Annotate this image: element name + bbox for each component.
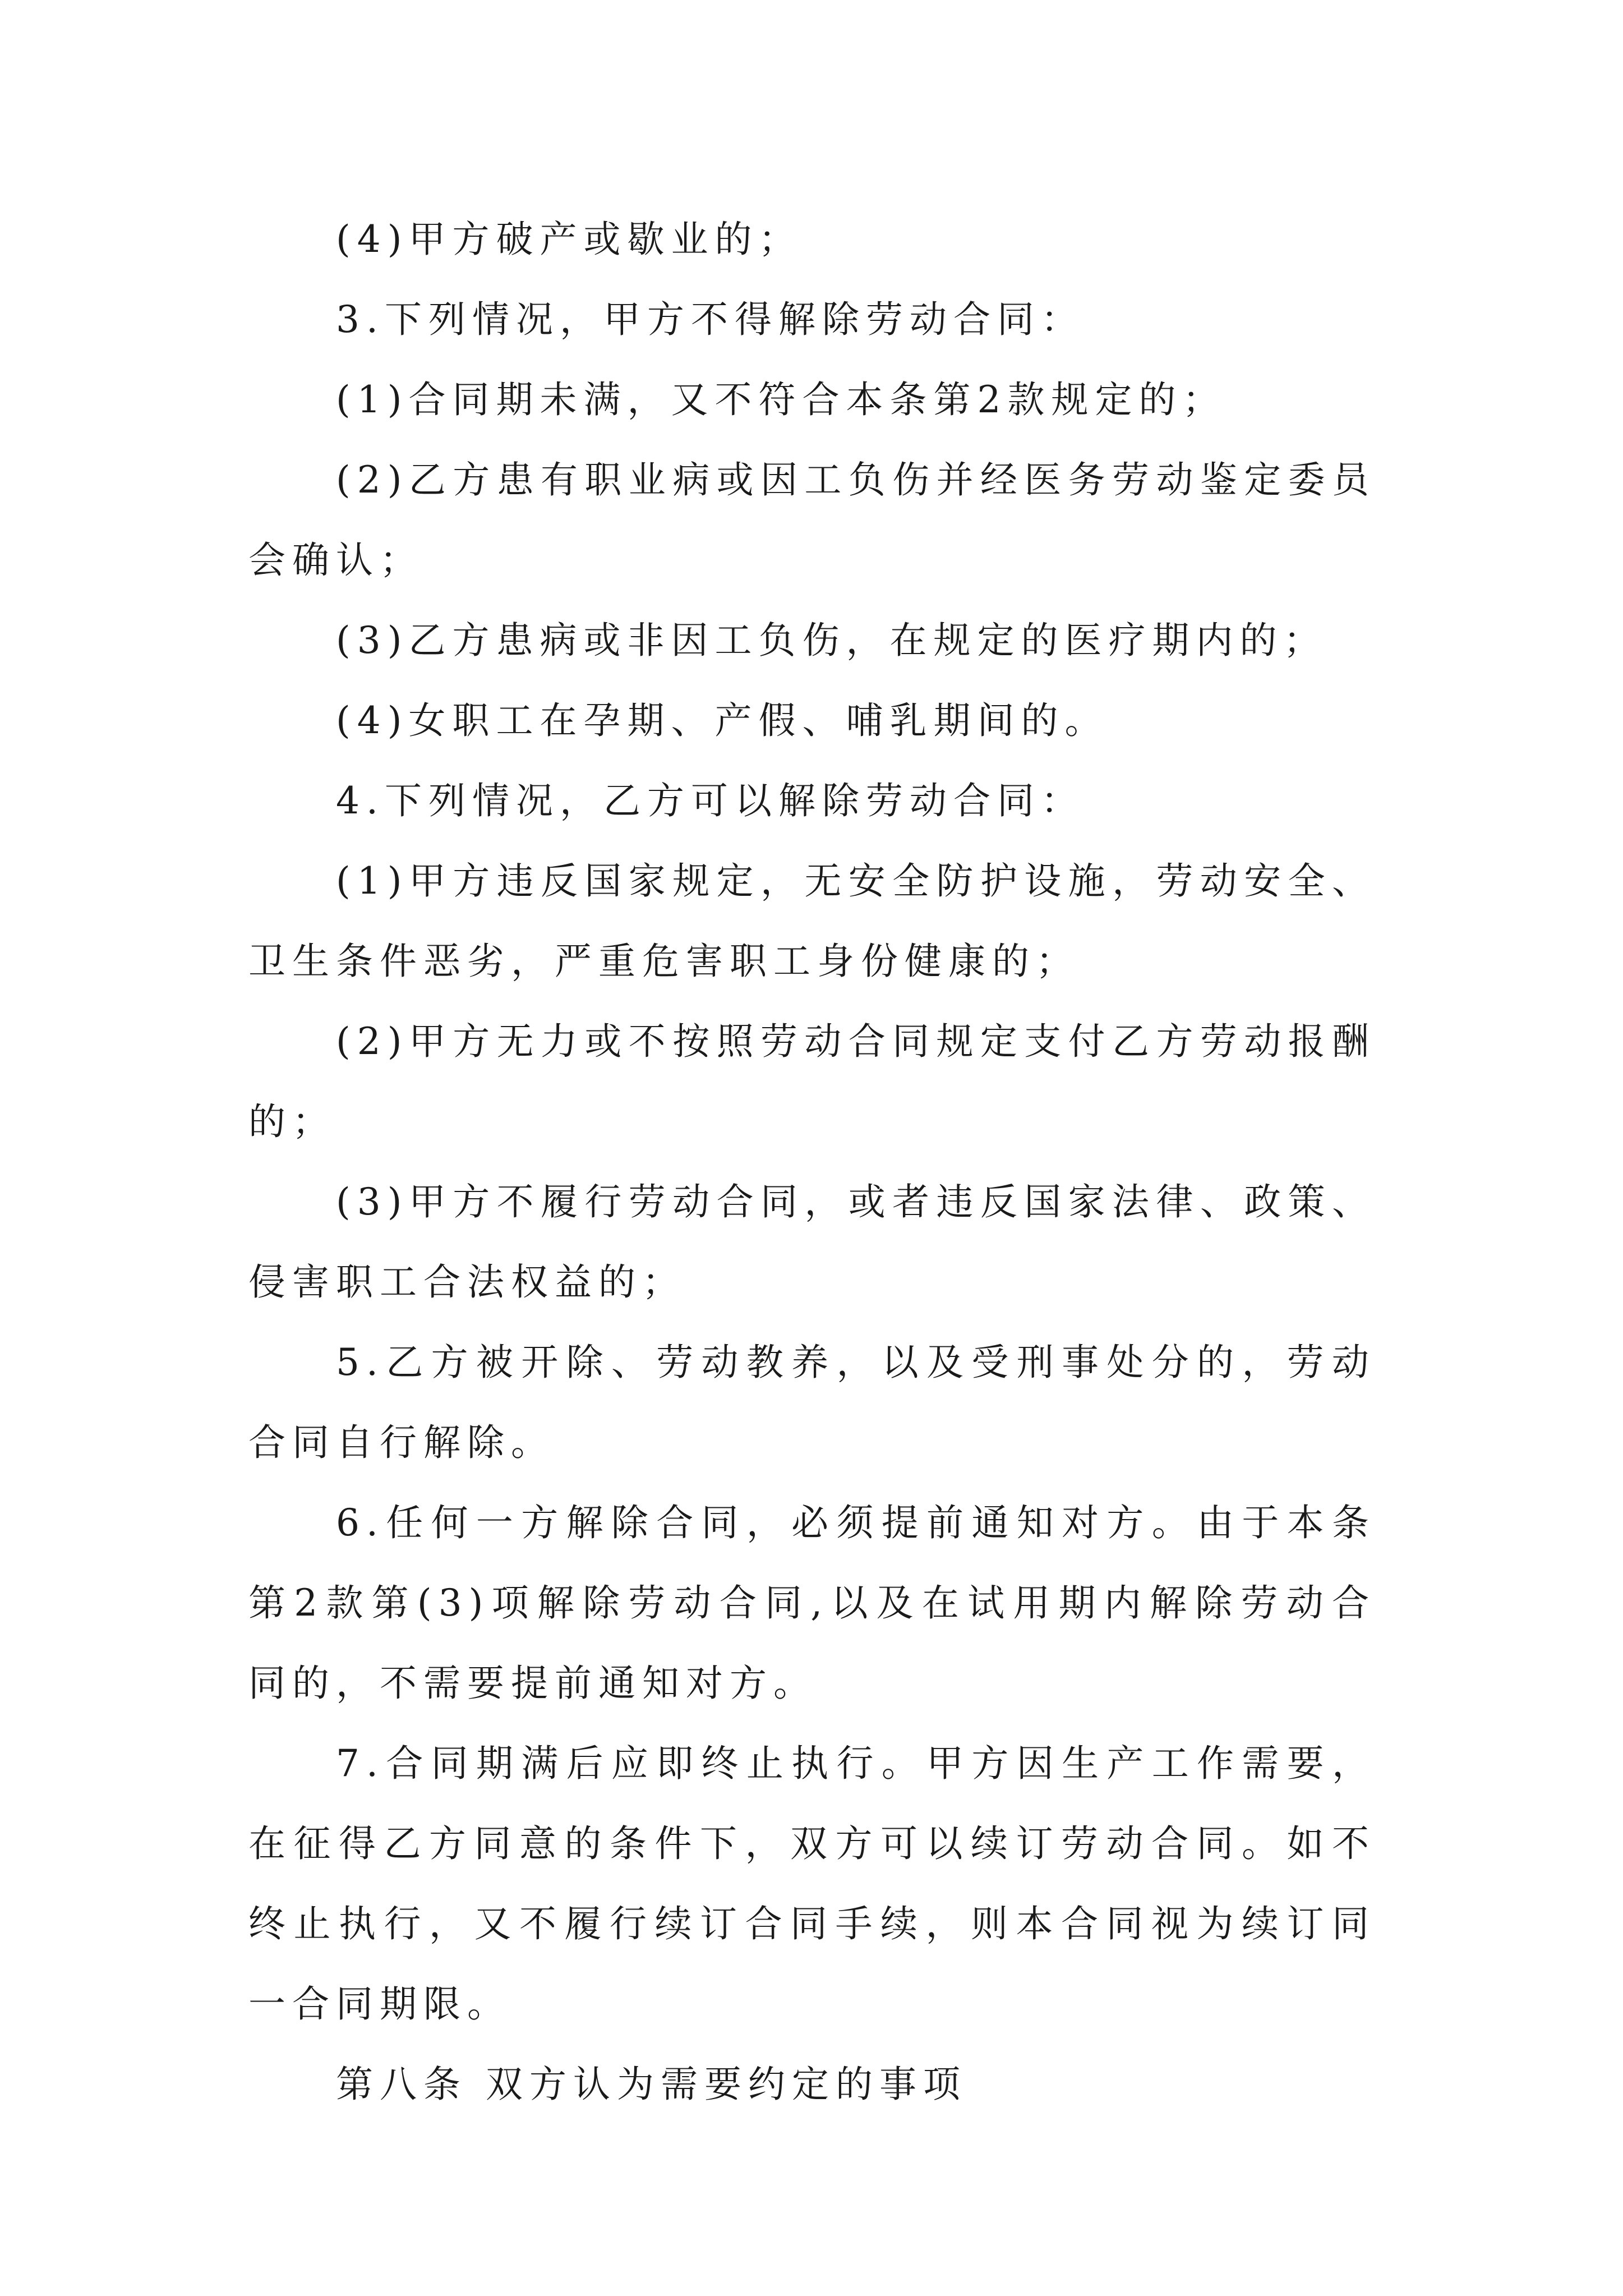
- paragraph-clause-3-item-2: (2)乙方患有职业病或因工负伤并经医务劳动鉴定委员会确认；: [248, 458, 1376, 582]
- paragraph-clause-4-item-3: (3)甲方不履行劳动合同，或者违反国家法律、政策、侵害职工合法权益的；: [248, 1180, 1376, 1304]
- paragraph-clause-4-item-1: (1)甲方违反国家规定，无安全防护设施，劳动安全、卫生条件恶劣，严重危害职工身份健康的；: [248, 859, 1376, 983]
- document-body: [248, 199, 1376, 2124]
- paragraph-clause-3: 3.下列情况，甲方不得解除劳动合同：: [336, 298, 1085, 341]
- paragraph-clause-3-item-3: (3)乙方患病或非因工负伤，在规定的医疗期内的；: [336, 619, 1327, 662]
- paragraph-clause-4-item-2: (2)甲方无力或不按照劳动合同规定支付乙方劳动报酬的；: [248, 1020, 1376, 1143]
- section-heading-article-8: 第八条 双方认为需要约定的事项: [336, 2063, 967, 2106]
- paragraph-clause-5: 5.乙方被开除、劳动教养，以及受刑事处分的，劳动合同自行解除。: [248, 1341, 1376, 1464]
- paragraph-item-4-bankruptcy: (4)甲方破产或歇业的；: [336, 218, 803, 261]
- paragraph-clause-3-item-4: (4)女职工在孕期、产假、哺乳期间的。: [336, 699, 1109, 742]
- paragraph-clause-3-item-1: (1)合同期未满，又不符合本条第2款规定的；: [336, 378, 1227, 421]
- paragraph-clause-4: 4.下列情况，乙方可以解除劳动合同：: [336, 779, 1085, 822]
- paragraph-clause-7: 7.合同期满后应即终止执行。甲方因生产工作需要，在征得乙方同意的条件下，双方可以续订劳动合同。如不终止执行，又不履行续订合同手续，则本合同视为续订同一合同期限。: [248, 1742, 1376, 2026]
- paragraph-clause-6: 6.任何一方解除合同，必须提前通知对方。由于本条第2款第(3)项解除劳动合同,以及在试用期内解除劳动合同的，不需要提前通知对方。: [248, 1501, 1376, 1705]
